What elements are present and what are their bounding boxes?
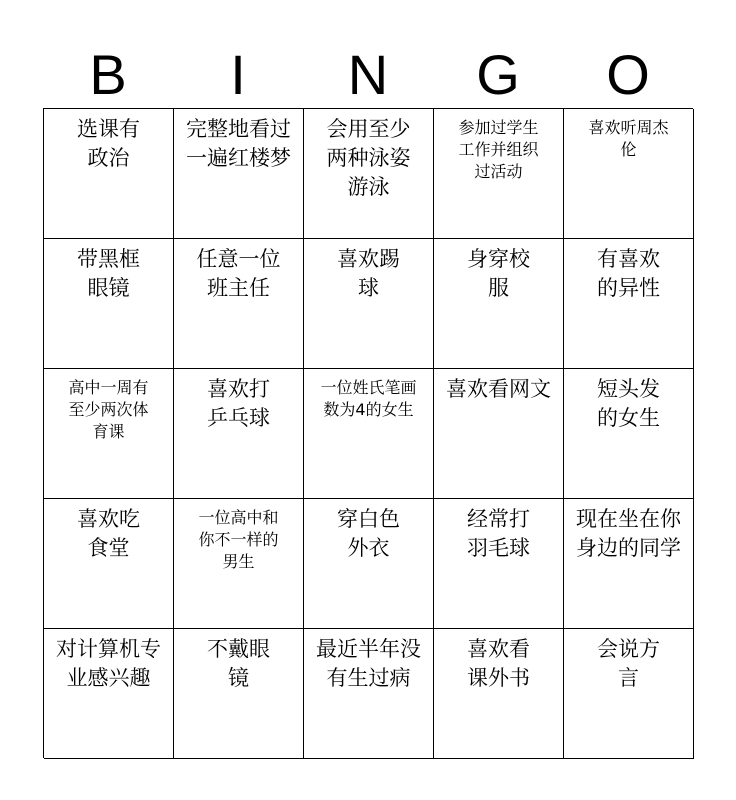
bingo-cell-r2-c1[interactable]: 喜欢打 乒乓球 [174,369,304,499]
bingo-cell-r2-c0[interactable]: 高中一周有 至少两次体 育课 [44,369,174,499]
bingo-cell-r0-c4[interactable]: 喜欢听周杰 伦 [564,109,694,239]
bingo-cell-r1-c2[interactable]: 喜欢踢 球 [304,239,434,369]
bingo-cell-r3-c0[interactable]: 喜欢吃 食堂 [44,499,174,629]
header-letter-n: N [347,43,389,106]
bingo-cell-r0-c0[interactable]: 选课有 政治 [44,109,174,239]
bingo-cell-r4-c2[interactable]: 最近半年没 有生过病 [304,629,434,759]
bingo-cell-r1-c1[interactable]: 任意一位 班主任 [174,239,304,369]
bingo-cell-r4-c1[interactable]: 不戴眼 镜 [174,629,304,759]
bingo-cell-r4-c3[interactable]: 喜欢看 课外书 [434,629,564,759]
header-letter-i: I [230,43,246,106]
header-letter-b: B [89,43,127,106]
bingo-cell-r1-c3[interactable]: 身穿校 服 [434,239,564,369]
bingo-cell-r2-c3[interactable]: 喜欢看网文 [434,369,564,499]
bingo-cell-r3-c1[interactable]: 一位高中和 你不一样的 男生 [174,499,304,629]
bingo-card-grid [43,108,693,758]
bingo-cell-r3-c4[interactable]: 现在坐在你 身边的同学 [564,499,694,629]
bingo-cell-r2-c2[interactable]: 一位姓氏笔画 数为4的女生 [304,369,434,499]
bingo-cell-r3-c2[interactable]: 穿白色 外衣 [304,499,434,629]
bingo-cell-r4-c4[interactable]: 会说方 言 [564,629,694,759]
bingo-cell-r3-c3[interactable]: 经常打 羽毛球 [434,499,564,629]
bingo-cell-r0-c3[interactable]: 参加过学生 工作并组织 过活动 [434,109,564,239]
bingo-cell-r0-c1[interactable]: 完整地看过 一遍红楼梦 [174,109,304,239]
bingo-header [43,42,693,108]
bingo-cell-r4-c0[interactable]: 对计算机专 业感兴趣 [44,629,174,759]
header-letter-g: G [476,43,520,106]
bingo-cell-r0-c2[interactable]: 会用至少 两种泳姿 游泳 [304,109,434,239]
header-letter-o: O [606,43,650,106]
bingo-cell-r1-c0[interactable]: 带黑框 眼镜 [44,239,174,369]
bingo-cell-r2-c4[interactable]: 短头发 的女生 [564,369,694,499]
bingo-cell-r1-c4[interactable]: 有喜欢 的异性 [564,239,694,369]
